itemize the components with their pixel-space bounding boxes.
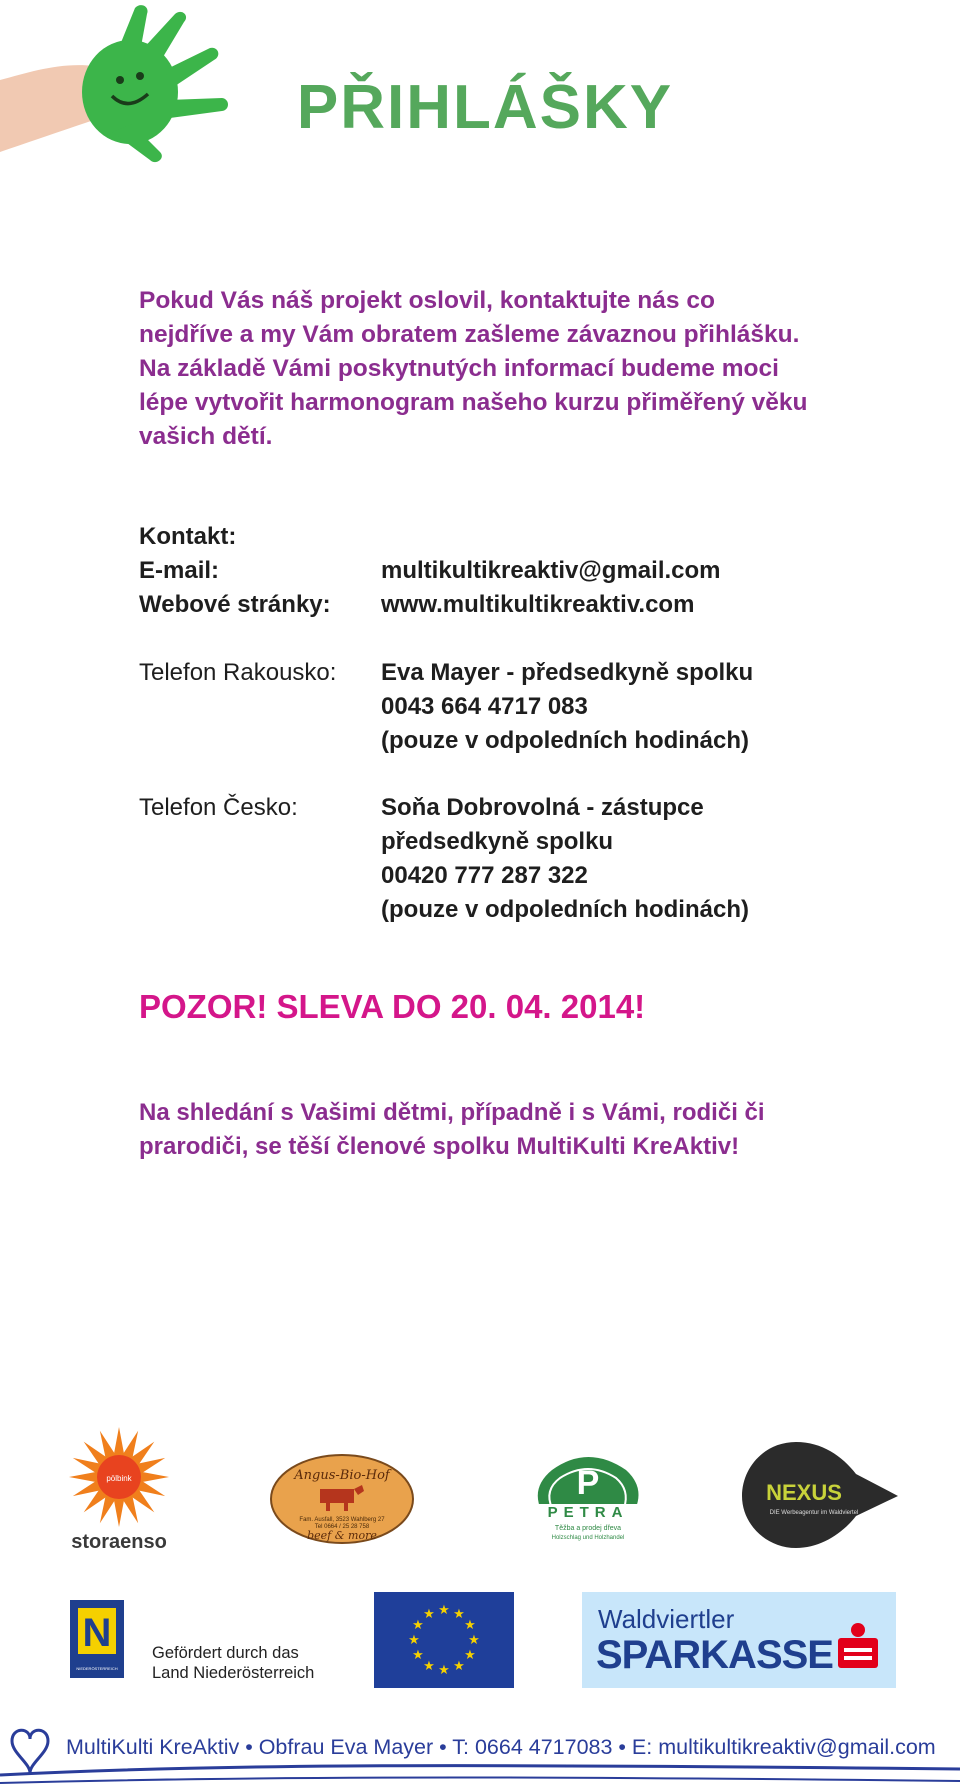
svg-text:NIEDERÖSTERREICH: NIEDERÖSTERREICH [76, 1666, 118, 1671]
svg-text:Tel 0664 / 25 28 758: Tel 0664 / 25 28 758 [314, 1524, 370, 1530]
contact-heading: Kontakt: [139, 523, 237, 550]
eu-flag-logo [374, 1592, 514, 1688]
email-label: E-mail: [139, 557, 220, 584]
funding-line: Gefördert durch das [152, 1644, 299, 1662]
svg-text:Těžba a prodej dřeva: Těžba a prodej dřeva [554, 1525, 622, 1532]
farewell-line: prarodiči, se těší členové spolku MultiKulti KreAktiv! [139, 1133, 740, 1160]
phone-austria-line: (pouze v odpoledních hodinách) [381, 727, 749, 754]
phone-czech-line: (pouze v odpoledních hodinách) [381, 896, 749, 923]
svg-text:DIE Werbeagentur im Waldvierte: DIE Werbeagentur im Waldviertel [769, 1510, 859, 1516]
phone-czech-line: Soňa Dobrovolná - zástupce [381, 794, 704, 821]
discount-notice: POZOR! SLEVA DO 20. 04. 2014! [139, 988, 646, 1025]
intro-line: nejdříve a my Vám obratem zašleme závaznou přihlášku. [139, 321, 800, 348]
svg-text:★: ★ [423, 1659, 435, 1674]
svg-text:pölbink: pölbink [106, 1474, 132, 1483]
angus-bio-hof-logo [268, 1453, 416, 1545]
svg-text:Holzschlag und Holzhandel: Holzschlag und Holzhandel [551, 1535, 625, 1541]
nexus-logo [742, 1440, 898, 1550]
phone-austria-details [381, 656, 753, 758]
phone-czech-details [381, 791, 749, 927]
phone-czech-label: Telefon Česko: [139, 794, 298, 821]
svg-text:★: ★ [464, 1648, 476, 1663]
svg-text:NEXUS: NEXUS [766, 1480, 842, 1505]
phone-austria-number[interactable]: 0043 664 4717 083 [381, 693, 588, 720]
intro-line: Pokud Vás náš projekt oslovil, kontaktujte nás co [139, 287, 715, 314]
svg-text:P: P [576, 1464, 600, 1502]
svg-text:SPARKASSE: SPARKASSE [596, 1633, 833, 1677]
svg-text:★: ★ [453, 1607, 465, 1622]
svg-text:★: ★ [438, 1663, 450, 1678]
funding-caption [152, 1643, 314, 1683]
intro-line: vašich dětí. [139, 423, 273, 450]
niederoesterreich-logo [68, 1598, 128, 1680]
funding-line: Land Niederösterreich [152, 1664, 315, 1682]
sparkasse-logo [582, 1592, 896, 1688]
web-label: Webové stránky: [139, 591, 331, 618]
svg-text:★: ★ [423, 1607, 435, 1622]
intro-line: lépe vytvořit harmonogram našeho kurzu přiměřený věku [139, 389, 808, 416]
phone-czech-line: předsedkyně spolku [381, 828, 614, 855]
email-link[interactable]: multikultikreaktiv@gmail.com [381, 557, 721, 584]
page-title: PŘIHLÁŠKY [296, 73, 674, 142]
storaenso-word: storaenso [71, 1531, 167, 1553]
farewell-line: Na shledání s Vašimi dětmi, případně i s Vámi, rodiči či [139, 1099, 765, 1126]
svg-text:PETRA: PETRA [547, 1504, 629, 1521]
svg-text:★: ★ [468, 1633, 480, 1648]
svg-text:★: ★ [453, 1659, 465, 1674]
phone-czech-number[interactable]: 00420 777 287 322 [381, 862, 588, 889]
svg-text:beef & more: beef & more [307, 1529, 377, 1542]
svg-text:N: N [82, 1611, 112, 1655]
intro-line: Na základě Vámi poskytnutých informací budeme moci [139, 355, 779, 382]
footer-contact-line: MultiKulti KreAktiv • Obfrau Eva Mayer • T: 0664 4717083 • E: multikultikreaktiv@gmail.com [66, 1735, 936, 1759]
svg-text:Angus-Bio-Hof: Angus-Bio-Hof [294, 1468, 390, 1483]
phone-austria-label: Telefon Rakousko: [139, 659, 337, 686]
svg-text:Waldviertler: Waldviertler [598, 1604, 735, 1634]
farewell-paragraph [139, 1096, 859, 1164]
svg-text:★: ★ [438, 1603, 450, 1618]
phone-austria-line: Eva Mayer - předsedkyně spolku [381, 659, 754, 686]
svg-text:★: ★ [464, 1618, 476, 1633]
svg-text:★: ★ [412, 1648, 424, 1663]
intro-paragraph [139, 284, 839, 454]
svg-text:Fam. Ausfall, 3523 Wahlberg 27: Fam. Ausfall, 3523 Wahlberg 27 [299, 1517, 385, 1523]
web-link[interactable]: www.multikultikreaktiv.com [381, 591, 695, 618]
petra-logo [522, 1450, 654, 1542]
svg-text:★: ★ [408, 1633, 420, 1648]
svg-text:★: ★ [412, 1618, 424, 1633]
storaenso-logo [64, 1425, 174, 1555]
